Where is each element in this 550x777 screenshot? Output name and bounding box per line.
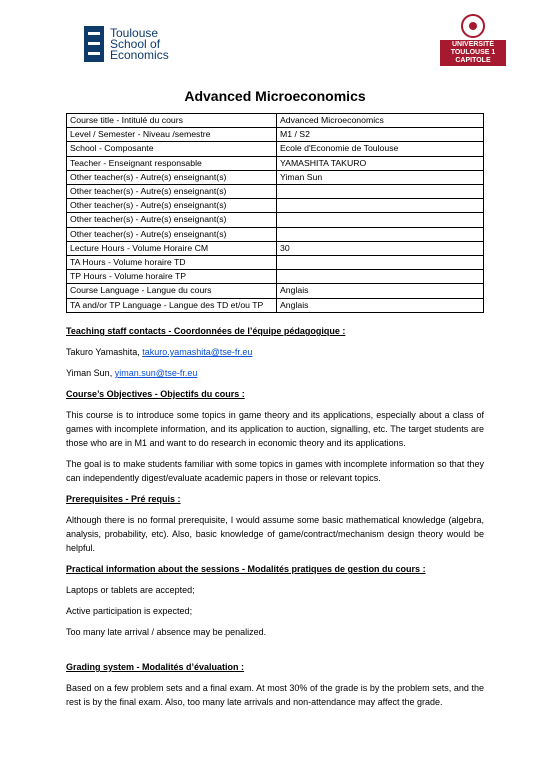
tse-logo: [84, 26, 169, 62]
table-row: [67, 213, 484, 227]
table-label: Course title - Intitulé du cours: [67, 114, 277, 128]
document-body: [66, 324, 484, 709]
table-label: TA and/or TP Language - Langue des TD et/ou TP: [67, 298, 277, 312]
table-value: [277, 213, 484, 227]
tse-logo-line: Toulouse: [110, 25, 159, 40]
table-value: Anglais: [277, 284, 484, 298]
table-label: TP Hours - Volume horaire TP: [67, 270, 277, 284]
tse-logo-line: Economics: [110, 47, 169, 62]
objectives-heading: Course’s Objectives - Objectifs du cours :: [66, 389, 245, 399]
table-row: [67, 227, 484, 241]
table-label: Course Language - Langue du cours: [67, 284, 277, 298]
table-label: Other teacher(s) - Autre(s) enseignant(s): [67, 227, 277, 241]
contact-name: Takuro Yamashita,: [66, 347, 143, 357]
prerequisites-paragraph: Although there is no formal prerequisite, I would assume some basic mathematical knowledge (algebra, analysis, probability, etc). Also, basic knowledge of game/contract/mechanism design theory would be helpful.: [66, 515, 484, 553]
table-label: Teacher - Enseignant responsable: [67, 156, 277, 170]
table-row: [67, 142, 484, 156]
table-value: Yiman Sun: [277, 170, 484, 184]
document-title: Advanced Microeconomics: [184, 88, 366, 104]
table-label: TA Hours - Volume horaire TD: [67, 256, 277, 270]
table-value: M1 / S2: [277, 128, 484, 142]
ut1-logo-line: CAPITOLE: [455, 57, 491, 64]
contact-name: Yiman Sun,: [66, 368, 115, 378]
grading-heading: Grading system - Modalités d’évaluation :: [66, 662, 245, 672]
contact-line: [66, 345, 484, 359]
table-value: [277, 256, 484, 270]
ut1-logo-line: UNIVERSITÉ: [451, 41, 494, 48]
table-row: [67, 170, 484, 184]
table-row: [67, 128, 484, 142]
prerequisites-heading: Prerequisites - Pré requis :: [66, 494, 181, 504]
ut1-logo-text: [440, 40, 506, 66]
table-value: [277, 199, 484, 213]
tse-logo-text: [110, 25, 169, 62]
table-label: Other teacher(s) - Autre(s) enseignant(s): [67, 170, 277, 184]
table-label: Lecture Hours - Volume Horaire CM: [67, 241, 277, 255]
table-row: [67, 199, 484, 213]
table-label: Level / Semester - Niveau /semestre: [67, 128, 277, 142]
table-row: [67, 256, 484, 270]
contact-line: [66, 366, 484, 380]
practical-item: Active participation is expected;: [66, 606, 193, 616]
contact-email-link[interactable]: yiman.sun@tse-fr.eu: [114, 368, 198, 378]
table-row: [67, 284, 484, 298]
contacts-heading: Teaching staff contacts - Coordonnées de l’équipe pédagogique :: [66, 326, 346, 336]
table-row: [67, 241, 484, 255]
tse-logo-mark: [84, 26, 104, 62]
table-row: [67, 156, 484, 170]
table-value: [277, 227, 484, 241]
table-value: Anglais: [277, 298, 484, 312]
contact-email-link[interactable]: takuro.yamashita@tse-fr.eu: [142, 347, 253, 357]
ut1-logo: [440, 14, 506, 66]
tse-logo-line: School of: [110, 36, 161, 51]
table-row: [67, 185, 484, 199]
table-value: Advanced Microeconomics: [277, 114, 484, 128]
course-info-table: [66, 113, 484, 313]
ut1-seal-icon: [461, 14, 485, 38]
practical-item: Laptops or tablets are accepted;: [66, 585, 195, 595]
practical-item: Too many late arrival / absence may be penalized.: [66, 627, 267, 637]
practical-heading: Practical information about the sessions - Modalités pratiques de gestion du cours :: [66, 564, 426, 574]
table-value: 30: [277, 241, 484, 255]
table-value: YAMASHITA TAKURO: [277, 156, 484, 170]
objectives-paragraph: This course is to introduce some topics in game theory and its applications, especially about a class of games with incomplete information, and its application to auction, signalling, etc. The target students are those who are in M1 and want to do research in economic theory and its applications.: [66, 410, 484, 448]
table-label: Other teacher(s) - Autre(s) enseignant(s): [67, 199, 277, 213]
table-row: [67, 298, 484, 312]
table-value: [277, 185, 484, 199]
table-label: School - Composante: [67, 142, 277, 156]
ut1-logo-line: TOULOUSE 1: [450, 49, 496, 56]
table-label: Other teacher(s) - Autre(s) enseignant(s): [67, 213, 277, 227]
table-label: Other teacher(s) - Autre(s) enseignant(s): [67, 185, 277, 199]
table-row: [67, 270, 484, 284]
table-row: [67, 114, 484, 128]
table-value: Ecole d'Economie de Toulouse: [277, 142, 484, 156]
objectives-paragraph: The goal is to make students familiar with some topics in games with incomplete information so that they can independently digest/evaluate academic papers in those or relevant topics.: [66, 459, 484, 483]
table-value: [277, 270, 484, 284]
grading-paragraph: Based on a few problem sets and a final exam. At most 30% of the grade is by the problem sets, and the rest is by the final exam. Also, too many late arrivals and non-attendance may affect the grade.: [66, 683, 484, 707]
